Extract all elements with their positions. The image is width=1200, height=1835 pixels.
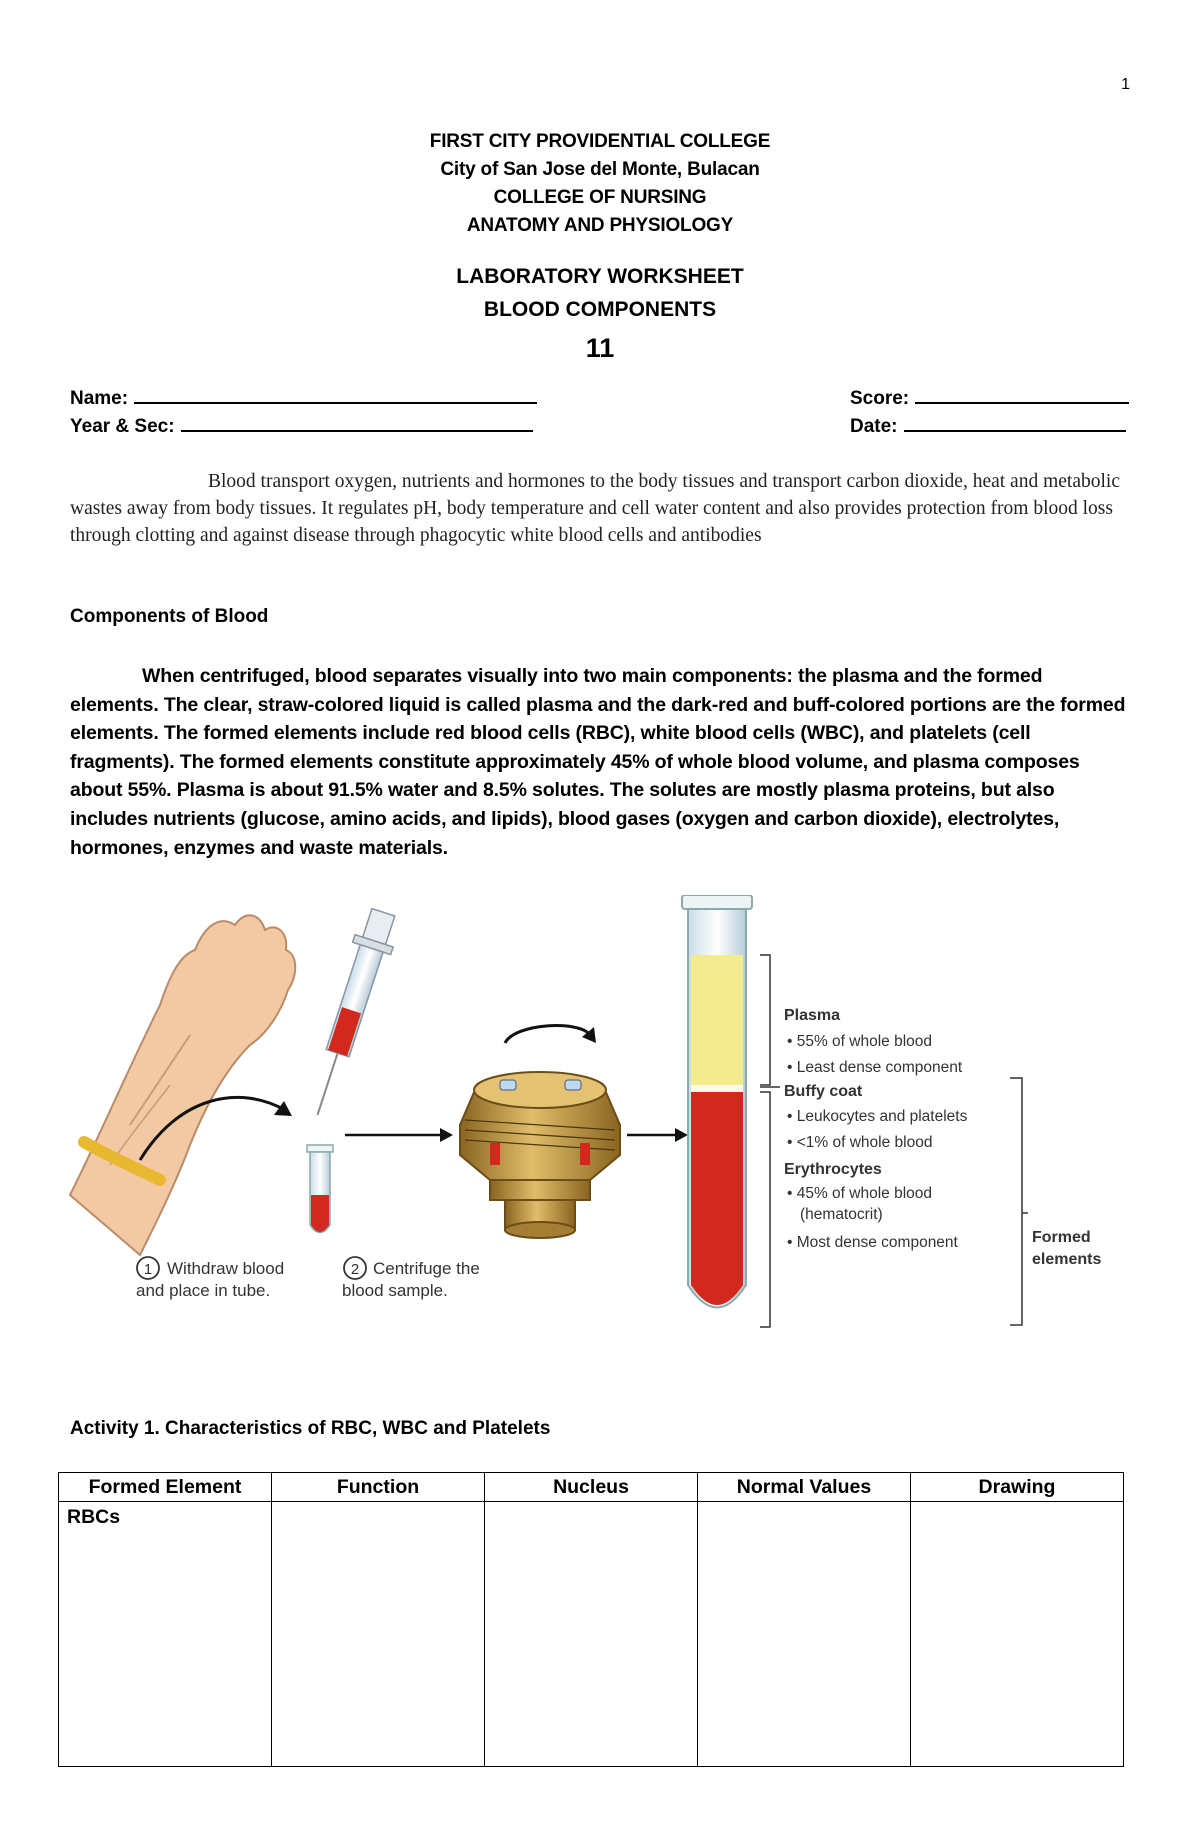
step1-line2: and place in tube. [136, 1281, 271, 1300]
activity-heading: Activity 1. Characteristics of RBC, WBC and Platelets [70, 1418, 551, 1439]
cell-function[interactable] [272, 1502, 485, 1767]
year-sec-label: Year & Sec: [70, 416, 175, 437]
score-field[interactable] [850, 384, 1129, 410]
name-field[interactable] [70, 384, 537, 410]
worksheet-number: 11 [585, 333, 615, 363]
page-number: 1 [1121, 76, 1130, 93]
score-blank[interactable] [915, 384, 1129, 404]
cell-drawing[interactable] [911, 1502, 1124, 1767]
erythrocytes-bullet-1: • 45% of whole blood [787, 1185, 933, 1202]
activity-table [58, 1472, 1124, 1767]
cell-nucleus[interactable] [485, 1502, 698, 1767]
worksheet-title: LABORATORY WORKSHEET [456, 265, 744, 288]
step2-number: 2 [350, 1261, 360, 1278]
department-name: COLLEGE OF NURSING [493, 187, 707, 208]
step1-line1: Withdraw blood [167, 1259, 285, 1278]
col-function: Function [272, 1473, 485, 1502]
centrifuge-illustration [460, 1072, 620, 1238]
erythrocytes-bullet-2: (hematocrit) [800, 1206, 883, 1223]
col-normal-values: Normal Values [698, 1473, 911, 1502]
plasma-bullet-1: • 55% of whole blood [787, 1033, 933, 1050]
col-formed-element: Formed Element [59, 1473, 272, 1502]
year-sec-field[interactable] [70, 412, 533, 438]
erythrocytes-label: Erythrocytes [784, 1161, 882, 1178]
components-paragraph [70, 662, 1135, 862]
formed-elements-line2: elements [1032, 1251, 1102, 1268]
erythrocytes-bullet-3: • Most dense component [787, 1234, 958, 1251]
figure-svg [60, 895, 1140, 1335]
buffy-bullet-1: • Leukocytes and platelets [787, 1108, 968, 1125]
components-text: When centrifuged, blood separates visually into two main components: the plasma and the formed elements. The clear, straw-colored liquid is called plasma and the dark-red and buff-colored portions are the formed elements. The formed elements include red blood cells (RBC), white blood cells (WBC), and platelets (cell fragments). The formed elements constitute approximately 45% of whole blood volume, and plasma composes about 55%. Plasma is about 91.5% water and 8.5% solutes. The solutes are mostly plasma proteins, but also includes nutrients (glucose, amino acids, and lipids), blood gases (oxygen and carbon dioxide), electrolytes, hormones, enzymes and waste materials. [70, 665, 1126, 859]
subject-name: ANATOMY AND PHYSIOLOGY [466, 215, 734, 236]
separated-blood-tube [682, 895, 752, 1308]
col-drawing: Drawing [911, 1473, 1124, 1502]
document-header [0, 128, 1200, 368]
date-label: Date: [850, 416, 898, 437]
name-blank[interactable] [134, 384, 537, 404]
arm-shape [70, 915, 295, 1255]
step2-line2: blood sample. [342, 1281, 448, 1300]
worksheet-topic: BLOOD COMPONENTS [483, 298, 717, 321]
arm-illustration [70, 915, 295, 1255]
buffy-bullet-2: • <1% of whole blood [787, 1134, 933, 1151]
syringe-illustration [299, 906, 403, 1121]
buffy-coat-layer [691, 1085, 743, 1092]
plasma-layer [691, 955, 743, 1085]
formed-elements-line1: Formed [1032, 1229, 1091, 1246]
rotation-arrow-icon [505, 1026, 590, 1043]
intro-text: Blood transport oxygen, nutrients and hormones to the body tissues and transport carbon dioxide, heat and metabolic wastes away from body tissues. It regulates pH, body temperature and cell water content and also provides protection from blood loss through clotting and against disease through phagocytic white blood cells and antibodies [70, 471, 1120, 546]
table-row [59, 1502, 1124, 1767]
blood-separation-figure [60, 895, 1140, 1335]
col-nucleus: Nucleus [485, 1473, 698, 1502]
year-sec-blank[interactable] [181, 412, 533, 432]
collection-tube [307, 1145, 333, 1233]
college-city: City of San Jose del Monte, Bulacan [440, 159, 760, 180]
components-heading: Components of Blood [70, 606, 269, 627]
score-label: Score: [850, 388, 910, 409]
cell-element: RBCs [59, 1502, 272, 1767]
cell-normal-values[interactable] [698, 1502, 911, 1767]
step2-line1: Centrifuge the [373, 1259, 480, 1278]
date-blank[interactable] [904, 412, 1126, 432]
intro-paragraph [70, 468, 1135, 549]
buffy-coat-label: Buffy coat [784, 1083, 863, 1100]
date-field[interactable] [850, 412, 1126, 438]
plasma-label: Plasma [784, 1007, 841, 1024]
name-label: Name: [70, 388, 129, 409]
table-header-row [59, 1473, 1124, 1502]
college-name: FIRST CITY PROVIDENTIAL COLLEGE [429, 131, 771, 152]
step1-number: 1 [143, 1261, 153, 1278]
erythrocyte-layer [691, 1092, 743, 1305]
plasma-bullet-2: • Least dense component [787, 1059, 963, 1076]
